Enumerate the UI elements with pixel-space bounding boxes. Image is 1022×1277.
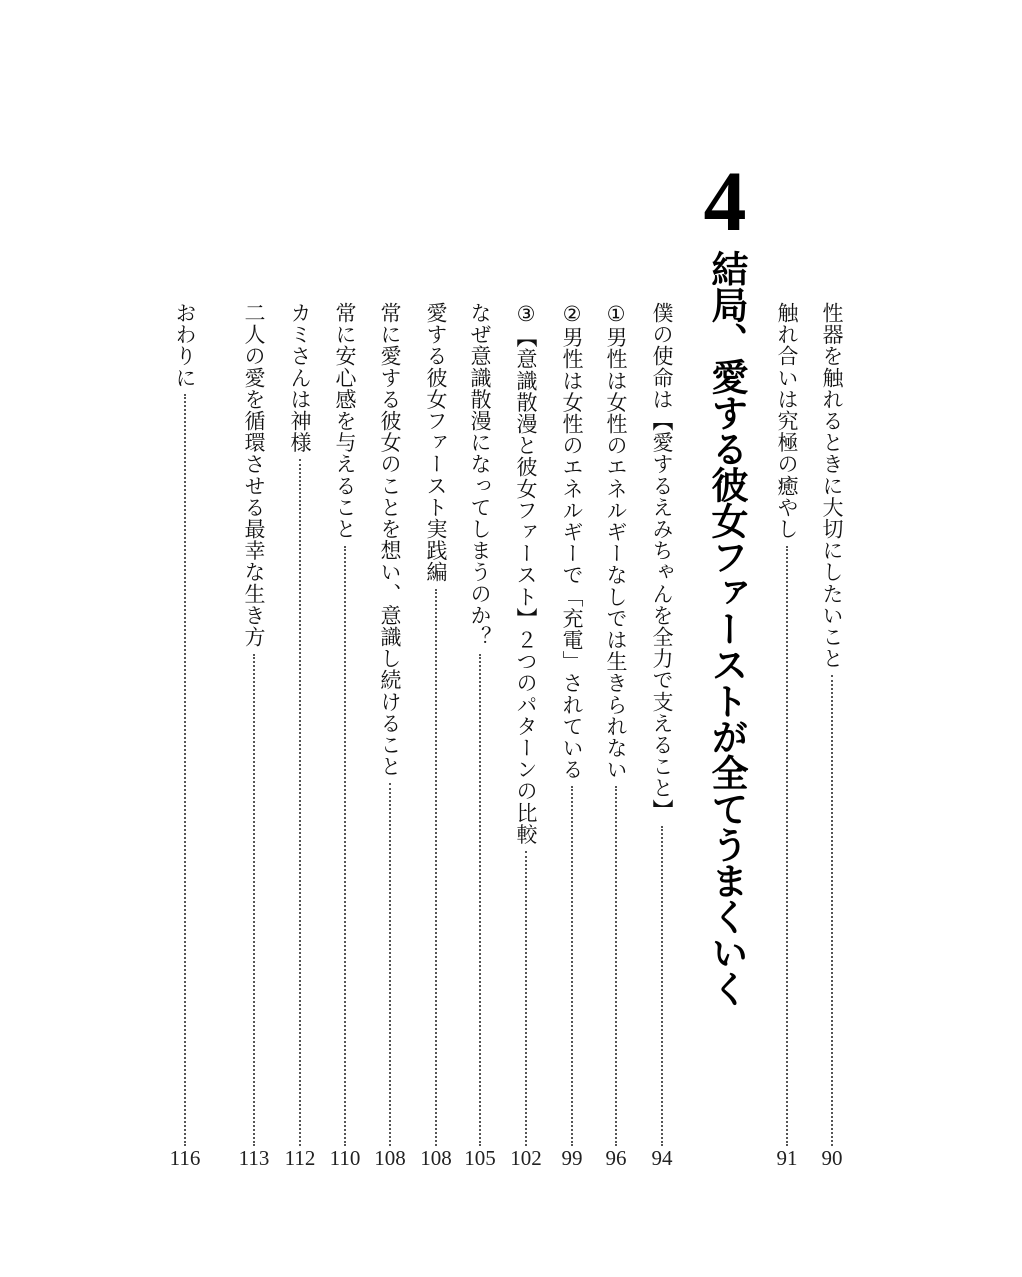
toc-entry-title: ①男性は女性のエネルギーなしでは生きられない (604, 302, 628, 781)
toc-page-number: 94 (651, 1146, 673, 1170)
dot-leader (344, 546, 346, 1146)
dot-leader (786, 546, 788, 1146)
toc-entry[interactable] (168, 302, 202, 1152)
toc-entry[interactable] (463, 302, 497, 1152)
toc-page-number: 102 (510, 1146, 542, 1170)
toc-page-number: 108 (420, 1146, 452, 1170)
dot-leader (831, 675, 833, 1146)
chapter-title: 結局、愛する彼女ファーストが全てうまくいく (705, 250, 748, 1006)
toc-entry-title: カミさんは神様 (288, 302, 312, 454)
toc-entry[interactable] (509, 302, 543, 1152)
toc-entry[interactable] (328, 302, 362, 1152)
toc-entry[interactable] (599, 302, 633, 1152)
toc-entry[interactable] (555, 302, 589, 1152)
dot-leader (571, 786, 573, 1146)
toc-page-number: 113 (238, 1146, 270, 1170)
toc-entry-title: なぜ意識散漫になってしまうのか？ (468, 302, 492, 648)
dot-leader (253, 654, 255, 1146)
toc-page-number: 96 (605, 1146, 627, 1170)
dot-leader (661, 826, 663, 1146)
toc-entry[interactable] (283, 302, 317, 1152)
toc-entry[interactable] (770, 302, 804, 1152)
toc-page-number: 99 (561, 1146, 583, 1170)
toc-entry[interactable] (373, 302, 407, 1152)
toc-entry[interactable] (645, 302, 679, 1152)
toc-entry-title: 二人の愛を循環させる最幸な生き方 (242, 302, 266, 648)
toc-entry-title: ②男性は女性のエネルギーで「充電」されている (560, 302, 584, 781)
toc-entry-title: 僕の使命は【愛するえみちゃんを全力で支えること】 (650, 302, 674, 821)
toc-entry-title: 性器を触れるときに大切にしたいこと (820, 302, 844, 670)
toc-entry-title: 常に愛する彼女のことを想い、意識し続けること (378, 302, 402, 778)
dot-leader (615, 786, 617, 1146)
toc-page-number: 91 (776, 1146, 798, 1170)
toc-entry-title: おわりに (173, 302, 197, 389)
toc-entry-title: 愛する彼女ファースト実践編 (424, 302, 448, 583)
dot-leader (435, 589, 437, 1146)
toc-entry[interactable] (419, 302, 453, 1152)
toc-entry-title: 触れ合いは究極の癒やし (775, 302, 799, 540)
toc-page-number: 90 (821, 1146, 843, 1170)
toc-entry-title: 常に安心感を与えること (333, 302, 357, 540)
toc-entry[interactable] (815, 302, 849, 1152)
dot-leader (479, 654, 481, 1146)
dot-leader (525, 851, 527, 1146)
toc-entry-title: ③【意識散漫と彼女ファースト】２つのパターンの比較 (514, 302, 538, 845)
dot-leader (299, 459, 301, 1146)
chapter-number: 4 (703, 153, 747, 249)
toc-entry[interactable] (237, 302, 271, 1152)
toc-page-number: 112 (284, 1146, 316, 1170)
toc-page-number: 105 (464, 1146, 496, 1170)
dot-leader (184, 394, 186, 1146)
toc-page-number: 110 (329, 1146, 361, 1170)
dot-leader (389, 783, 391, 1146)
toc-page-number: 108 (374, 1146, 406, 1170)
toc-page-number: 116 (169, 1146, 201, 1170)
